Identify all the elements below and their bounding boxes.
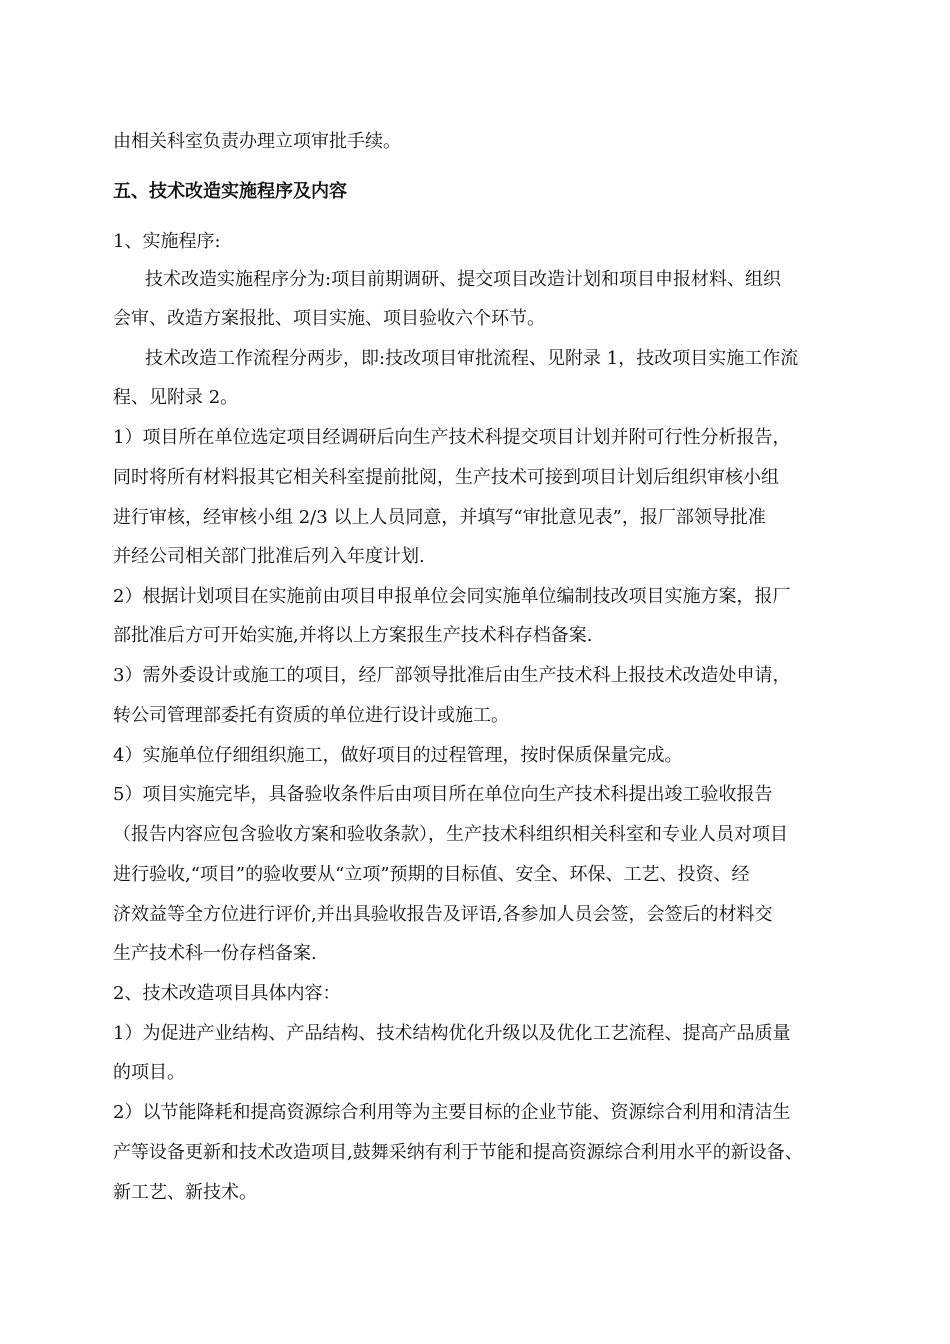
paragraph-line: 进行验收,“项目”的验收要从“立项”预期的目标值、安全、环保、工艺、投资、经 (113, 864, 750, 885)
list-item-line: 2）根据计划项目在实施前由项目申报单位会同实施单位编制技改项目实施方案，报厂 (113, 586, 791, 607)
section-heading: 五、技术改造实施程序及内容 (113, 181, 347, 202)
paragraph-line: 技术改造工作流程分两步，即:技改项目审批流程、见附录 1，技改项目实施工作流 (145, 348, 799, 369)
paragraph-line: 产等设备更新和技术改造项目,鼓舞采纳有利于节能和提高资源综合利用水平的新设备、 (113, 1142, 803, 1163)
subsection-heading: 2、技术改造项目具体内容： (113, 983, 341, 1004)
paragraph-line: 的项目。 (113, 1062, 185, 1083)
paragraph-line: 同时将所有材料报其它相关科室提前批阅，生产技术可接到项目计划后组织审核小组 (113, 467, 779, 488)
paragraph-line: 由相关科室负责办理立项审批手续。 (113, 131, 401, 152)
paragraph-line: 程、见附录 2。 (113, 387, 239, 408)
list-item-line: 3）需外委设计或施工的项目，经厂部领导批准后由生产技术科上报技术改造处申请， (113, 665, 791, 686)
list-item-line: 2）以节能降耗和提高资源综合利用等为主要目标的企业节能、资源综合利用和清洁生 (113, 1102, 791, 1123)
paragraph-line: 技术改造实施程序分为:项目前期调研、提交项目改造计划和项目申报材料、组织 (145, 269, 782, 290)
list-item-line: 1）为促进产业结构、产品结构、技术结构优化升级以及优化工艺流程、提高产品质量 (113, 1023, 791, 1044)
paragraph-line: （报告内容应包含验收方案和验收条款），生产技术科组织相关科室和专业人员对项目 (113, 824, 788, 845)
list-item-line: 1）项目所在单位选定项目经调研后向生产技术科提交项目计划并附可行性分析报告， (113, 427, 791, 448)
paragraph-line: 并经公司相关部门批准后列入年度计划. (113, 546, 425, 567)
paragraph-line: 会审、改造方案报批、项目实施、项目验收六个环节。 (113, 308, 545, 329)
paragraph-line: 生产技术科一份存档备案. (113, 943, 317, 964)
list-item-line: 4）实施单位仔细组织施工，做好项目的过程管理，按时保质保量完成。 (113, 745, 683, 766)
paragraph-line: 转公司管理部委托有资质的单位进行设计或施工。 (113, 705, 509, 726)
paragraph-line: 济效益等全方位进行评价,并出具验收报告及评语,各参加人员会签，会签后的材料交 (113, 904, 773, 925)
paragraph-line: 部批准后方可开始实施,并将以上方案报生产技术科存档备案. (113, 625, 593, 646)
list-item-line: 5）项目实施完毕，具备验收条件后由项目所在单位向生产技术科提出竣工验收报告 (113, 784, 773, 805)
paragraph-line: 进行审核，经审核小组 2/3 以上人员同意，并填写“审批意见表”，报厂部领导批准 (113, 507, 766, 528)
paragraph-line: 新工艺、新技术。 (113, 1182, 257, 1203)
subsection-heading: 1、实施程序: (113, 231, 221, 252)
